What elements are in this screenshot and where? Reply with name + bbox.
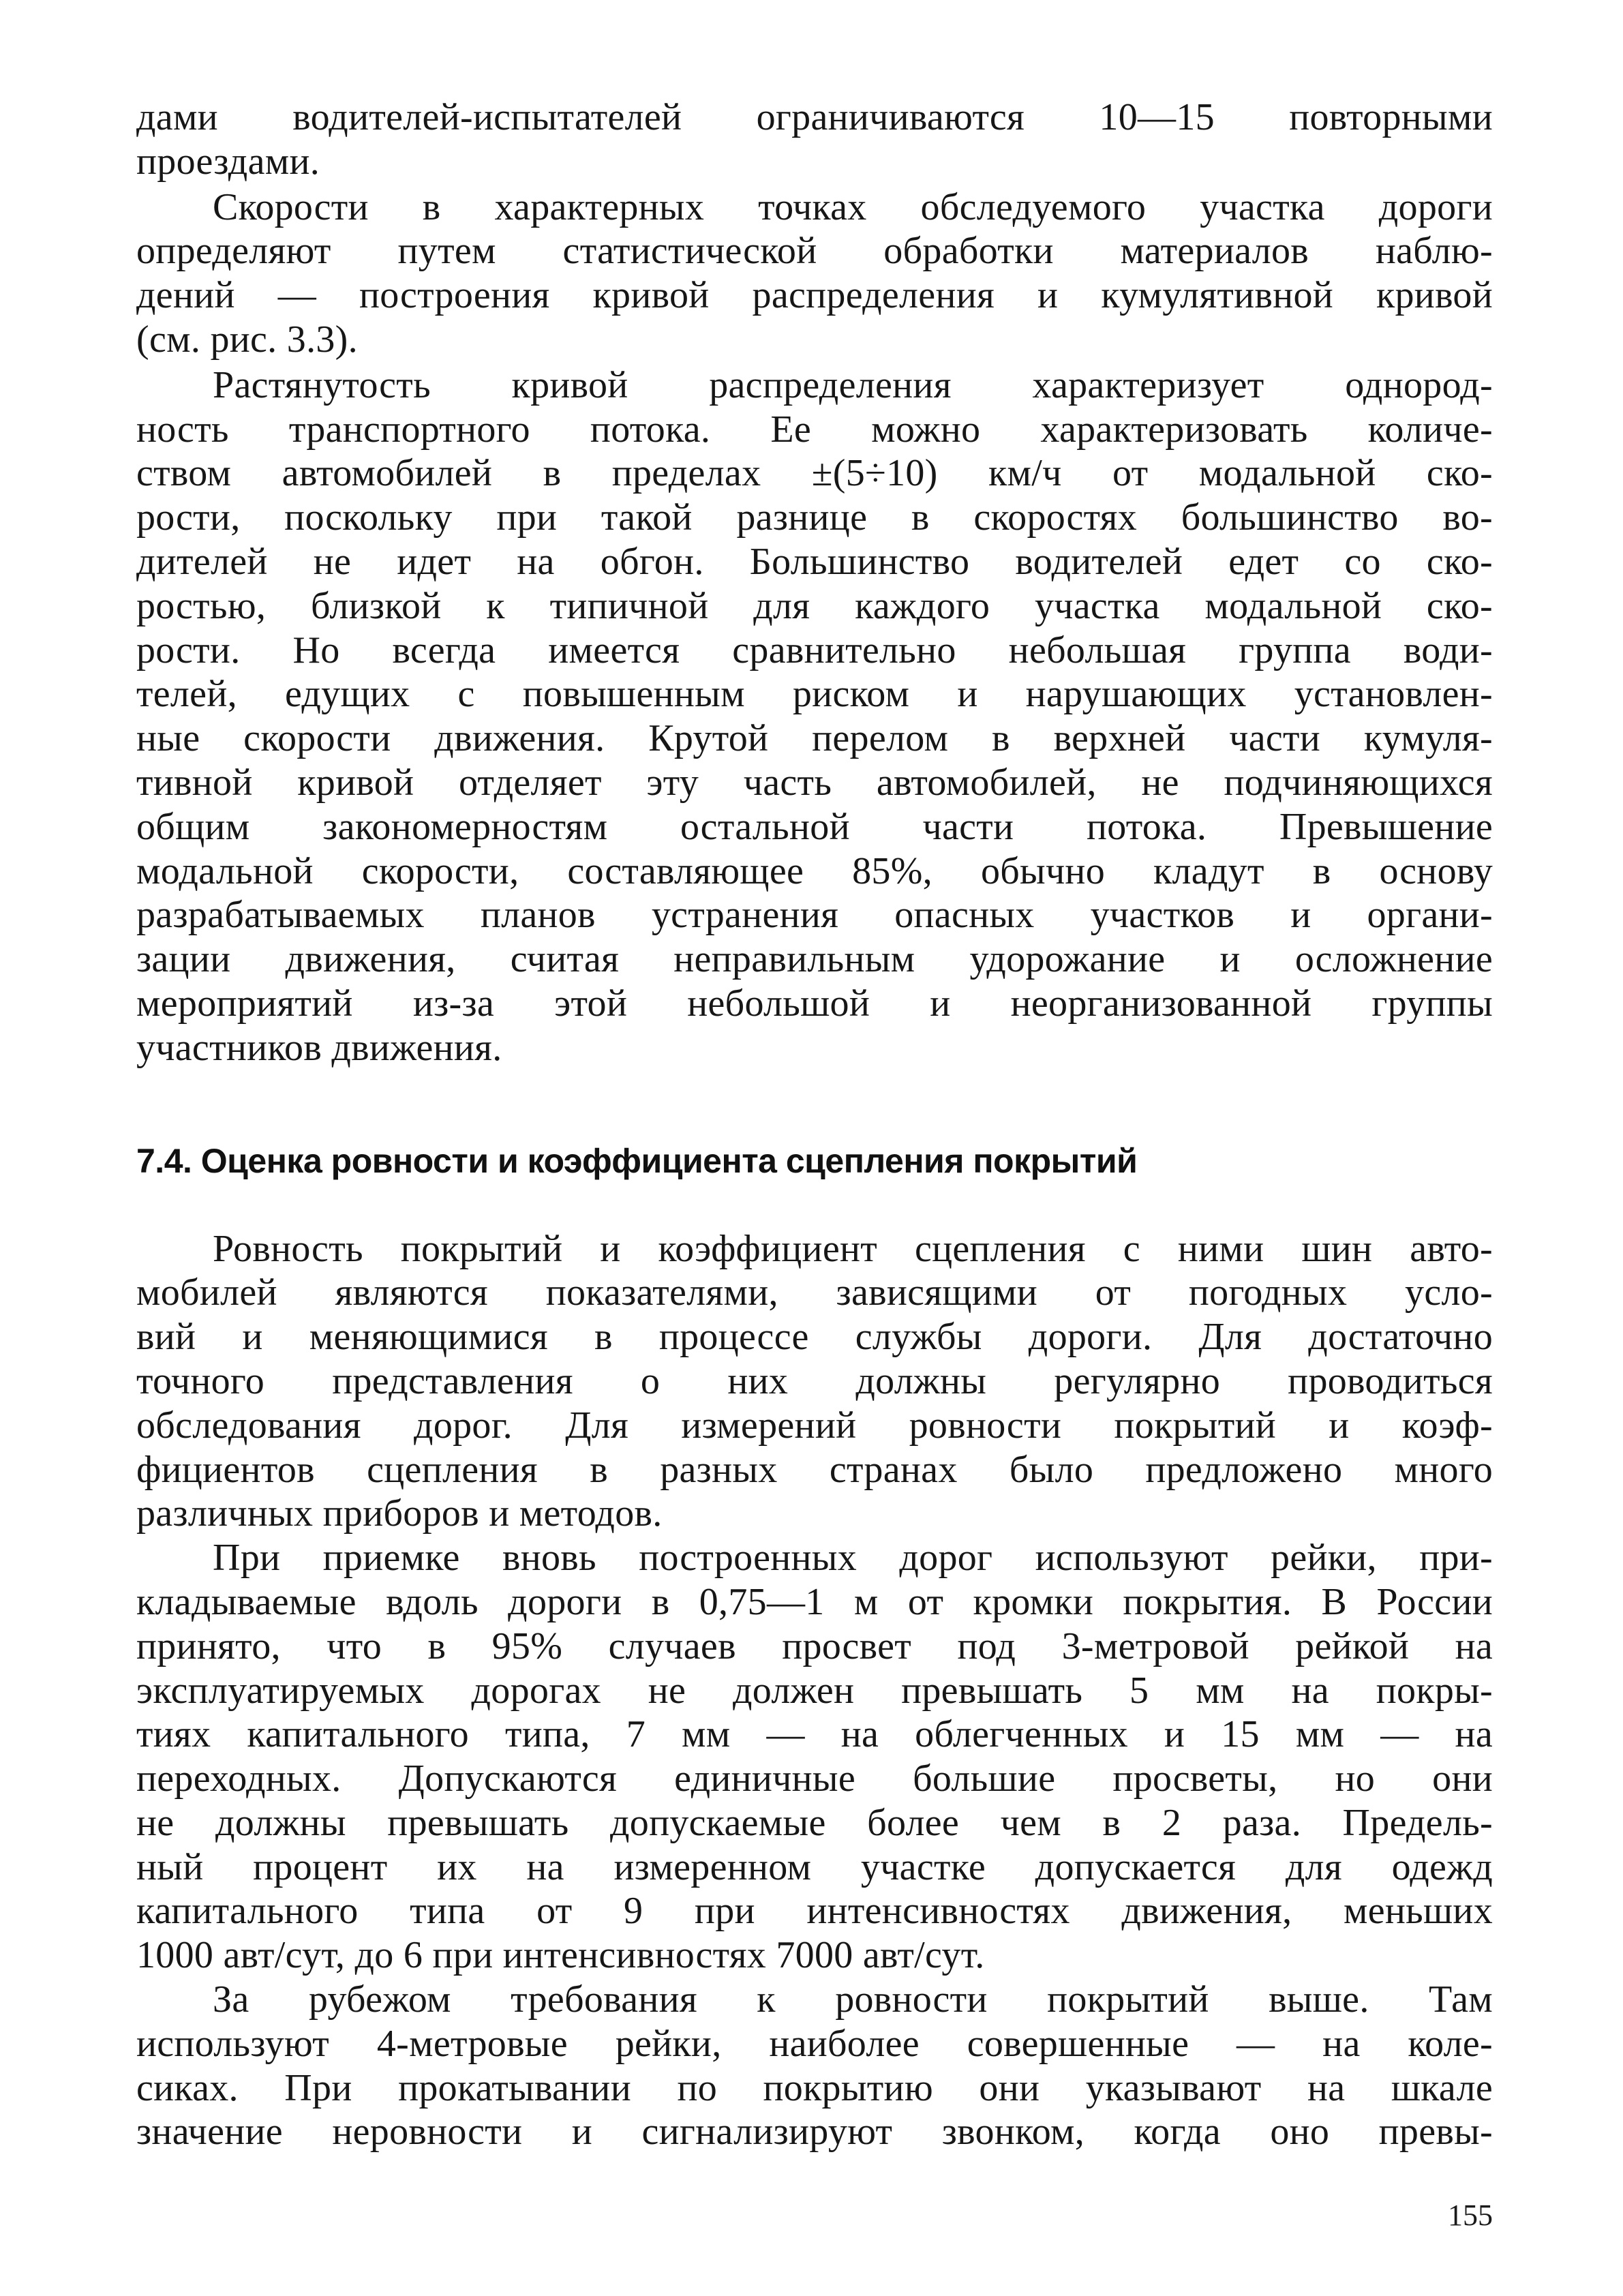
section-heading: 7.4. Оценка ровности и коэффициента сцепления покрытий: [136, 1141, 1138, 1180]
page-body: [136, 95, 1493, 2154]
text-line: фициентов сцепления в разных странах было предложено много: [136, 1448, 1493, 1491]
text-line: мобилей являются показателями, зависящими от погодных усло-: [136, 1271, 1493, 1314]
text-line: 1000 авт/сут, до 6 при интенсивностях 7000 авт/сут.: [136, 1934, 985, 1977]
text-line: капитального типа от 9 при интенсивностях движения, меньших: [136, 1890, 1493, 1933]
text-line: ростью, близкой к типичной для каждого участка модальной ско-: [136, 584, 1493, 627]
text-line: ный процент их на измеренном участке допускается для одежд: [136, 1845, 1493, 1888]
text-line: ные скорости движения. Крутой перелом в верхней части кумуля-: [136, 717, 1493, 760]
text-line: Ровность покрытий и коэффициент сцепления с ними шин авто-: [213, 1227, 1493, 1270]
paragraph-5: [136, 1536, 1493, 1978]
paragraph-1: [136, 95, 1493, 184]
text-line: используют 4-метровые рейки, наиболее совершенные — на коле-: [136, 2022, 1493, 2065]
text-line: проездами.: [136, 140, 320, 183]
text-line: принято, что в 95% случаев просвет под 3-метровой рейкой на: [136, 1625, 1493, 1667]
text-line: дами водителей-испытателей ограничиваются 10—15 повторными: [136, 96, 1493, 138]
text-line: дений — построения кривой распределения и кумулятивной кривой: [136, 274, 1493, 317]
text-line: определяют путем статистической обработки материалов наблю-: [136, 230, 1493, 273]
text-line: тиях капитального типа, 7 мм — на облегченных и 15 мм — на: [136, 1713, 1493, 1756]
text-line: рости, поскольку при такой разнице в скоростях большинство во-: [136, 496, 1493, 539]
text-line: значение неровности и сигнализируют звонком, когда оно превы-: [136, 2111, 1493, 2154]
text-line: рости. Но всегда имеется сравнительно небольшая группа води-: [136, 629, 1493, 671]
text-line: За рубежом требования к ровности покрытий выше. Там: [213, 1978, 1493, 2021]
paragraph-2: [136, 185, 1493, 362]
text-line: модальной скорости, составляющее 85%, обычно кладут в основу: [136, 849, 1493, 892]
text-line: зации движения, считая неправильным удорожание и осложнение: [136, 938, 1493, 981]
text-line: различных приборов и методов.: [136, 1492, 663, 1535]
text-line: участников движения.: [136, 1026, 502, 1069]
text-line: переходных. Допускаются единичные большие просветы, но они: [136, 1757, 1493, 1800]
text-line: сиках. При прокатывании по покрытию они указывают на шкале: [136, 2066, 1493, 2109]
paragraph-3: [136, 363, 1493, 1070]
text-line: вий и меняющимися в процессе службы дороги. Для достаточно: [136, 1316, 1493, 1359]
text-line: разрабатываемых планов устранения опасных участков и органи-: [136, 894, 1493, 937]
text-line: мероприятий из-за этой небольшой и неорганизованной группы: [136, 982, 1493, 1025]
text-line: эксплуатируемых дорогах не должен превышать 5 мм на покры-: [136, 1669, 1493, 1712]
paragraph-6: [136, 1978, 1493, 2154]
text-line: кладываемые вдоль дороги в 0,75—1 м от кромки покрытия. В России: [136, 1580, 1493, 1623]
text-line: При приемке вновь построенных дорог используют рейки, при-: [213, 1537, 1493, 1580]
page-number: 155: [1448, 2199, 1493, 2232]
text-line: дителей не идет на обгон. Большинство водителей едет со ско-: [136, 540, 1493, 583]
text-line: ность транспортного потока. Ее можно характеризовать количе-: [136, 408, 1493, 451]
paragraph-4: [136, 1227, 1493, 1537]
text-line: телей, едущих с повышенным риском и нарушающих установлен-: [136, 673, 1493, 716]
text-line: тивной кривой отделяет эту часть автомобилей, не подчиняющихся: [136, 761, 1493, 804]
text-line: Скорости в характерных точках обследуемого участка дороги: [213, 185, 1493, 228]
text-line: (см. рис. 3.3).: [136, 318, 358, 361]
text-line: общим закономерностям остальной части потока. Превышение: [136, 805, 1493, 848]
text-line: ством автомобилей в пределах ±(5÷10) км/ч от модальной ско-: [136, 452, 1493, 495]
text-line: Растянутость кривой распределения характеризует однород-: [213, 363, 1493, 406]
text-line: не должны превышать допускаемые более чем в 2 раза. Предель-: [136, 1801, 1493, 1844]
text-line: точного представления о них должны регулярно проводиться: [136, 1359, 1493, 1402]
text-line: обследования дорог. Для измерений ровности покрытий и коэф-: [136, 1404, 1493, 1447]
